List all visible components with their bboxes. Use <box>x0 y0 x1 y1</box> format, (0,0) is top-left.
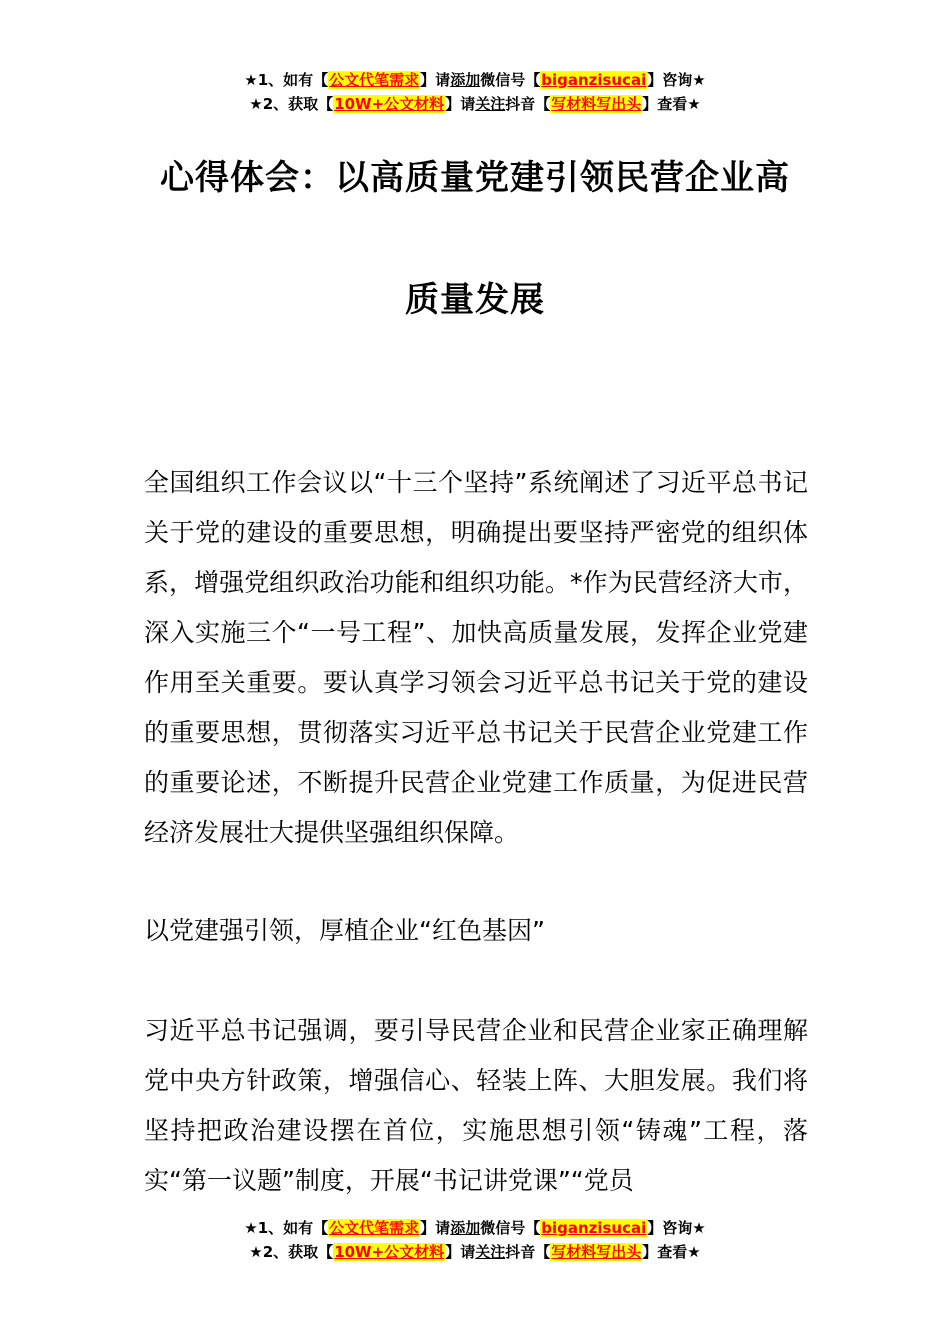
document-title-line-1: 心得体会：以高质量党建引领民营企业高 <box>160 158 790 198</box>
document-title-line-2: 质量发展 <box>405 280 545 320</box>
wechat-id: biganzisucai <box>541 71 647 89</box>
douyin-account: 写材料写出头 <box>551 1243 642 1261</box>
promo-banner-top <box>0 68 950 116</box>
wechat-id: biganzisucai <box>541 1219 647 1237</box>
promo-line-2: ★2、获取【10W+公文材料】请关注抖音【写材料写出头】查看★ <box>249 1243 701 1261</box>
promo-line-1: ★1、如有【公文代笔需求】请添加微信号【biganzisucai】咨询★ <box>244 71 706 89</box>
body-paragraph: 习近平总书记强调，要引导民营企业和民营企业家正确理解党中央方针政策，增强信心、轻装上阵、大胆发展。我们将坚持把政治建设摆在首位，实施思想引领“铸魂”工程，落实“第一议题”制度，开展“书记讲党课”“党员 <box>144 1016 808 1195</box>
promo-banner-bottom <box>0 1216 950 1264</box>
promo-highlight: 公文代笔需求 <box>329 1219 420 1237</box>
promo-highlight: 10W+公文材料 <box>334 1243 445 1261</box>
promo-line-2: ★2、获取【10W+公文材料】请关注抖音【写材料写出头】查看★ <box>249 95 701 113</box>
promo-highlight: 10W+公文材料 <box>334 95 445 113</box>
douyin-account: 写材料写出头 <box>551 95 642 113</box>
promo-line-1: ★1、如有【公文代笔需求】请添加微信号【biganzisucai】咨询★ <box>244 1219 706 1237</box>
section-heading: 以党建强引领，厚植企业“红色基因” <box>144 916 545 945</box>
promo-highlight: 公文代笔需求 <box>329 71 420 89</box>
body-paragraph: 全国组织工作会议以“十三个坚持”系统阐述了习近平总书记关于党的建设的重要思想，明确提出要坚持严密党的组织体系，增强党组织政治功能和组织功能。*作为民营经济大市，深入实施三个“一号工程”、加快高质量发展，发挥企业党建作用至关重要。要认真学习领会习近平总书记关于党的建设的重要思想，贯彻落实习近平总书记关于民营企业党建工作的重要论述，不断提升民营企业党建工作质量，为促进民营经济发展壮大提供坚强组织保障。 <box>144 468 808 847</box>
